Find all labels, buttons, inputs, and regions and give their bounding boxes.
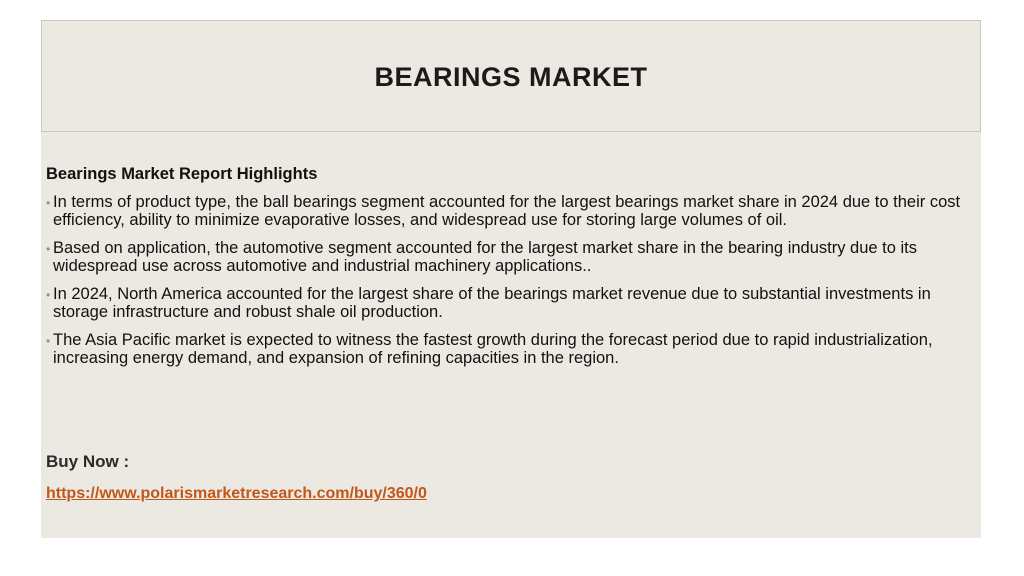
bullet-icon: •	[46, 196, 51, 210]
list-item	[46, 239, 976, 275]
highlights-section	[46, 163, 976, 377]
list-item	[46, 193, 976, 229]
buy-now-label: Buy Now :	[46, 452, 130, 471]
title-box	[41, 20, 981, 132]
list-item	[46, 331, 976, 367]
list-item	[46, 285, 976, 321]
slide-title: BEARINGS MARKET	[374, 61, 648, 92]
bullet-text: The Asia Pacific market is expected to witness the fastest growth during the forecast period due to rapid industrialization, increasing energy demand, and expansion of refining capacities in the region.	[53, 331, 933, 367]
bullet-text: In 2024, North America accounted for the largest share of the bearings market revenue due to substantial investments in storage infrastructure and robust shale oil production.	[53, 285, 931, 321]
bullet-icon: •	[46, 334, 51, 348]
bullet-icon: •	[46, 288, 51, 302]
highlights-heading: Bearings Market Report Highlights	[46, 165, 318, 183]
highlights-list	[46, 193, 976, 367]
bullet-text: Based on application, the automotive segment accounted for the largest market share in the bearing industry due to its widespread use across automotive and industrial machinery applications..	[53, 239, 918, 275]
bullet-icon: •	[46, 242, 51, 256]
bullet-text: In terms of product type, the ball bearings segment accounted for the largest bearings market share in 2024 due to their cost efficiency, ability to minimize evaporative losses, and widespread use for storing large volumes of oil.	[53, 193, 961, 229]
buy-now-link[interactable]: https://www.polarismarketresearch.com/buy/360/0	[46, 485, 427, 502]
